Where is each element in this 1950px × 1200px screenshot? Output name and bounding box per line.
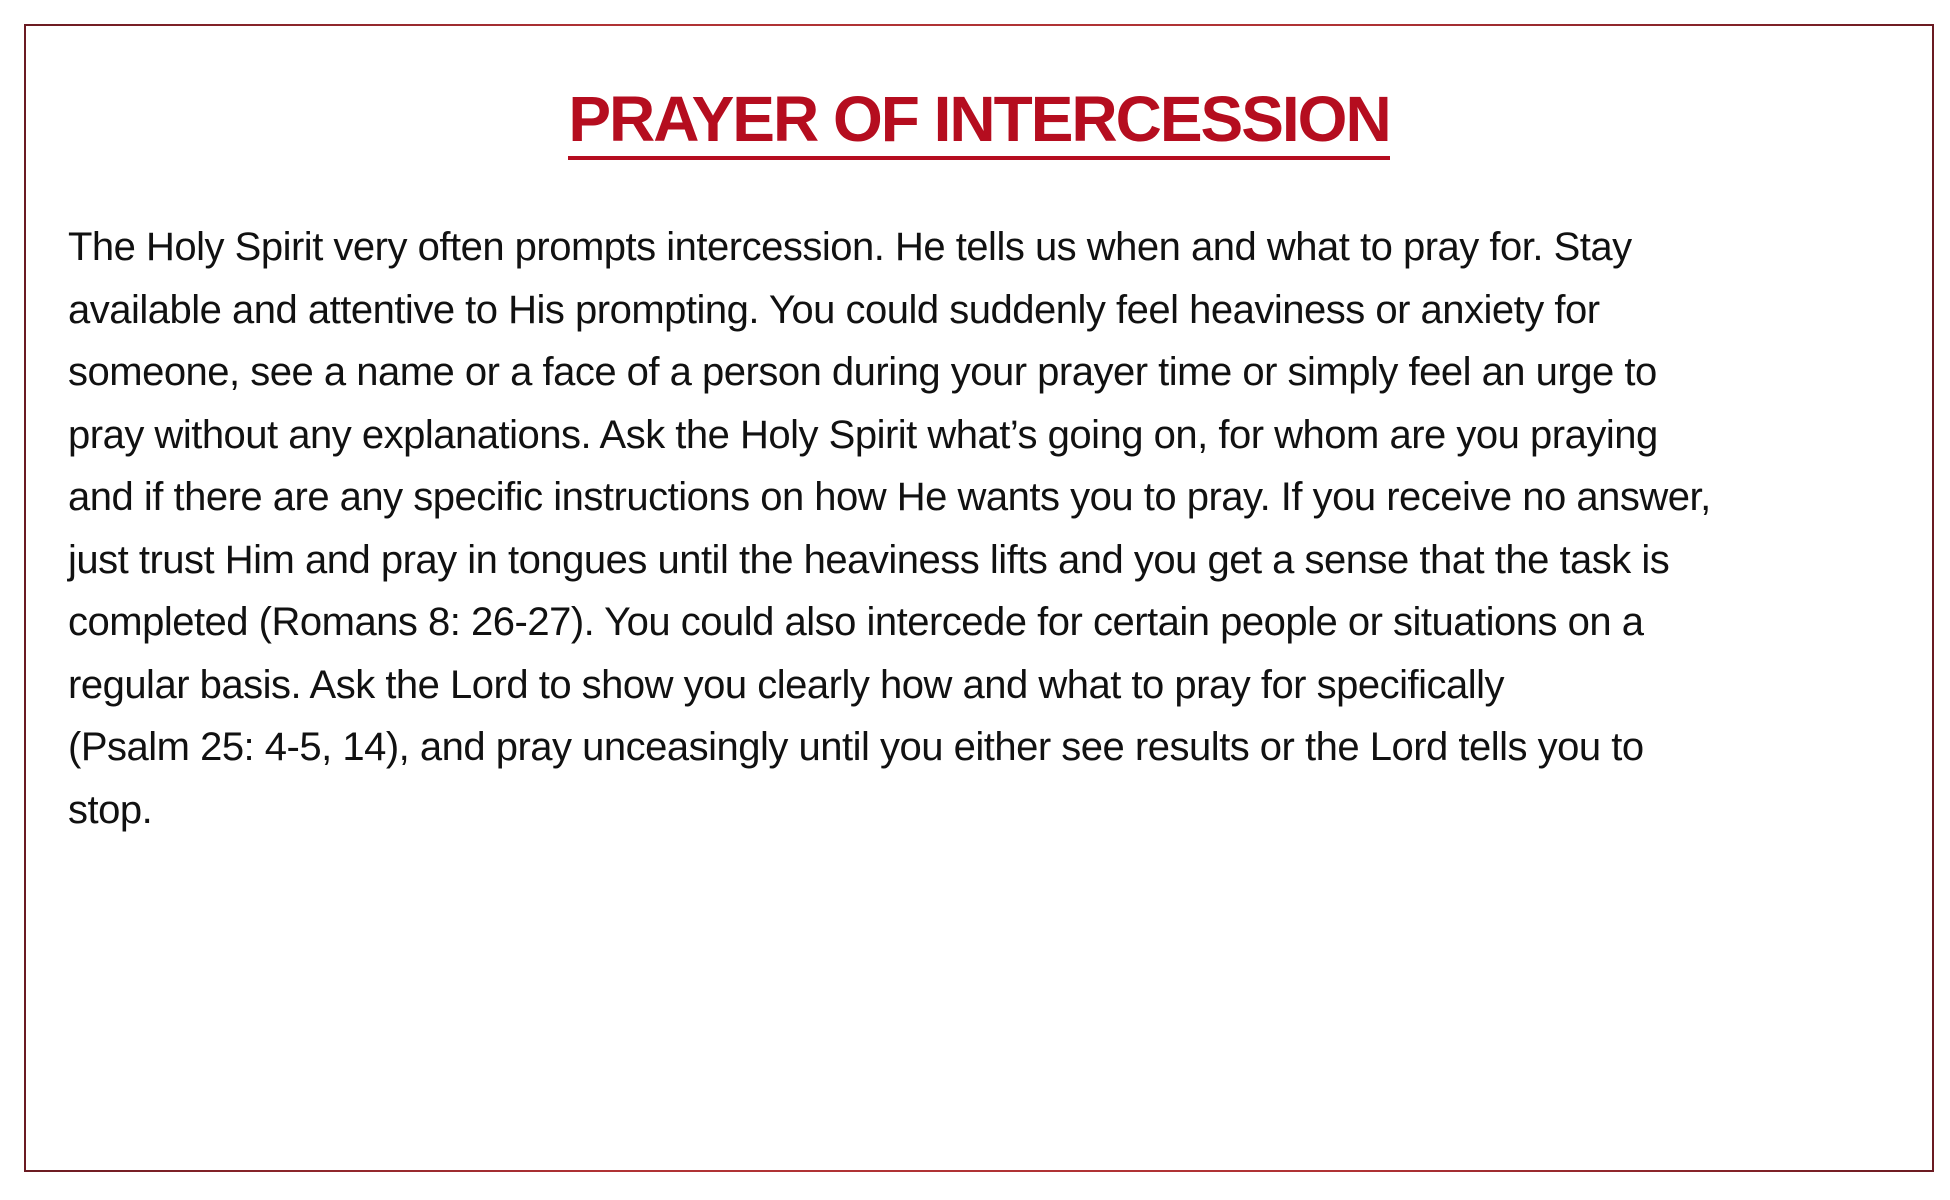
document-card	[24, 24, 1934, 1172]
paragraph-line: someone, see a name or a face of a person during your prayer time or simply feel an urge to	[68, 350, 1657, 394]
paragraph-line: pray without any explanations. Ask the Holy Spirit what’s going on, for whom are you praying	[68, 412, 1658, 457]
paragraph-line: and if there are any specific instructions on how He wants you to pray. If you receive no answer,	[68, 475, 1711, 519]
page-title-text: PRAYER OF INTERCESSION	[568, 84, 1389, 160]
paragraph-line: stop.	[68, 787, 153, 832]
body-paragraph	[68, 216, 1918, 841]
paragraph-line: just trust Him and pray in tongues until the heaviness lifts and you get a sense that the task is	[68, 537, 1670, 582]
paragraph-line: available and attentive to His prompting. You could suddenly feel heaviness or anxiety for	[68, 287, 1600, 332]
page-title	[26, 84, 1932, 160]
paragraph-line: The Holy Spirit very often prompts intercession. He tells us when and what to pray for. Stay	[68, 225, 1632, 269]
paragraph-line: completed (Romans 8: 26-27). You could also intercede for certain people or situations on a	[68, 600, 1644, 644]
frame-bottom-accent	[26, 1170, 1932, 1172]
paragraph-line: (Psalm 25: 4-5, 14), and pray unceasingly until you either see results or the Lord tells you to	[68, 725, 1644, 769]
paragraph-line: regular basis. Ask the Lord to show you clearly how and what to pray for specifically	[68, 662, 1505, 707]
frame-top-accent	[26, 24, 1932, 26]
